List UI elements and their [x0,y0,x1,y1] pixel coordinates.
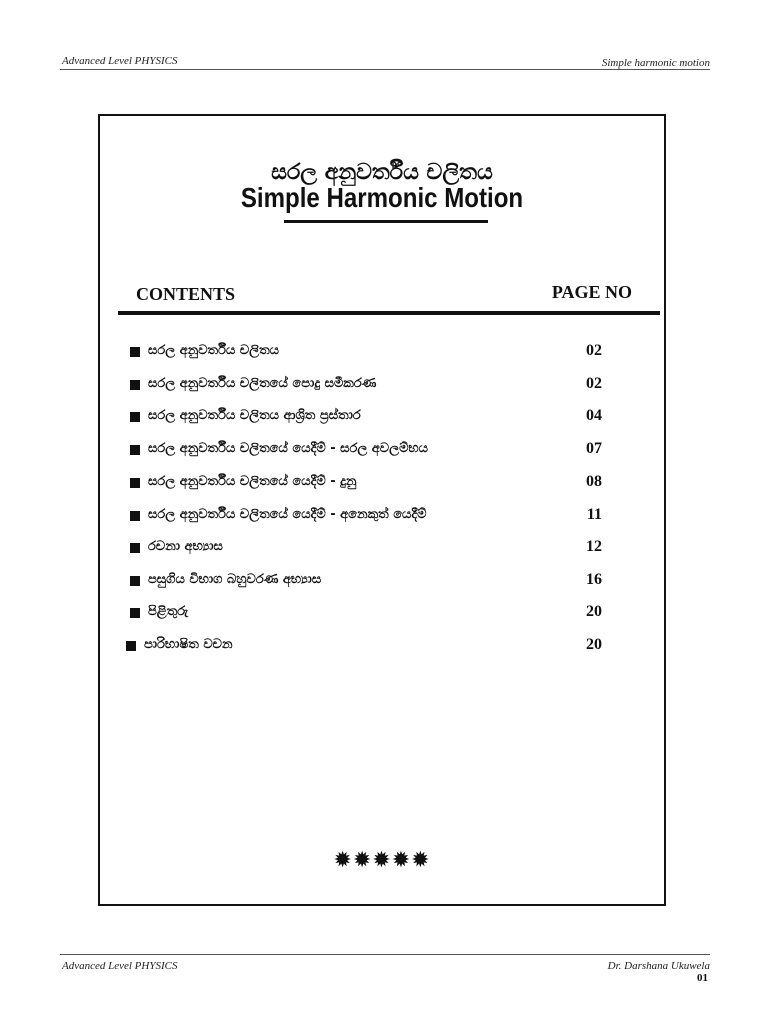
toc-item[interactable] [126,342,602,362]
toc-item-page: 20 [586,636,602,653]
contents-frame [98,114,666,906]
toc-item-title: පසුගිය විභාග බහුවරණ අභ්‍යාස [148,572,322,587]
toc-item-title: සරල අනුවර්තීය චලිතයේ යෙදීම් - සරල අවලම්භය [148,441,428,456]
header-divider [60,69,710,70]
toc-item[interactable] [126,473,602,493]
toc-item-title: පාරිභාෂිත වචන [144,637,233,652]
toc-item-title: සරල අනුවර්තීය චලිතයේ යෙදීම් - අනෙකුත් යෙදීම් [148,507,427,522]
square-bullet-icon [130,576,140,586]
square-bullet-icon [130,608,140,618]
title-english: Simple Harmonic Motion [240,182,524,213]
toc-item-page: 11 [586,506,602,523]
toc-item-title: රචනා අභ්‍යාස [148,539,223,554]
toc-item-page: 02 [586,375,602,392]
footer-divider [60,954,710,955]
toc-item[interactable] [126,603,602,623]
header-left-text: Advanced Level PHYSICS [62,55,178,67]
toc-item[interactable] [126,571,602,591]
square-bullet-icon [126,641,136,651]
toc-item-page: 12 [586,538,602,555]
toc-item-title: සරල අනුවර්තීය චලිතය ආශ්‍රිත ප්‍රස්තාර [148,408,361,423]
toc-item[interactable] [126,538,602,558]
toc-item-page: 20 [586,603,602,620]
contents-divider [118,311,660,315]
footer-author: Dr. Darshana Ukuwela [607,960,710,972]
footer-left-text: Advanced Level PHYSICS [62,960,178,972]
square-bullet-icon [130,380,140,390]
page-no-heading: PAGE NO [551,282,632,302]
square-bullet-icon [130,511,140,521]
square-bullet-icon [130,478,140,488]
toc-item-page: 02 [586,342,602,359]
toc-item[interactable] [122,636,602,656]
toc-item-title: සරල අනුවර්තීය චලිතයේ යෙදීම් - දුනු [148,474,357,489]
square-bullet-icon [130,445,140,455]
toc-item-page: 04 [586,407,602,424]
toc-item-page: 16 [586,571,602,588]
title-underline [284,220,488,223]
toc-item[interactable] [126,375,602,395]
toc-item-title: පිළිතුරු [148,604,189,619]
square-bullet-icon [130,412,140,422]
square-bullet-icon [130,543,140,553]
toc-item[interactable] [126,407,602,427]
end-ornament: ✹✹✹✹✹ [333,848,431,873]
toc-item-title: සරල අනුවර්තීය චලිතයේ පොදු සමීකරණ [148,376,377,391]
page-number: 01 [697,972,708,984]
header-right-text: Simple harmonic motion [601,57,710,69]
square-bullet-icon [130,347,140,357]
contents-heading: CONTENTS [136,284,236,304]
title-sinhala: සරල අනුවර්තීය චලිතය [271,160,493,185]
toc-item-page: 07 [586,440,602,457]
toc-item-page: 08 [586,473,602,490]
toc-item[interactable] [126,440,602,460]
toc-item[interactable] [126,506,602,526]
toc-item-title: සරල අනුවර්තීය චලිතය [148,343,280,358]
